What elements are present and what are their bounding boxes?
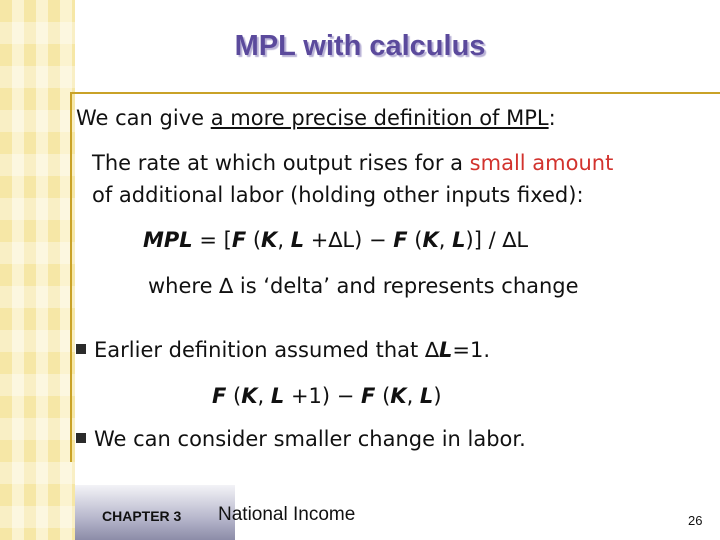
formula2-k1: K: [241, 384, 258, 408]
formula2-k2: K: [390, 384, 407, 408]
decorative-stripes-overlay: [0, 0, 75, 540]
formula2-f2: F: [361, 384, 376, 408]
definition-highlight: small amount: [469, 151, 614, 175]
definition-part1: The rate at which output rises for a: [92, 151, 470, 175]
formula-f1: F: [231, 228, 247, 252]
bullet-earlier-definition: [76, 338, 490, 362]
title-rule: [70, 92, 720, 94]
discrete-formula: F (K, L +1) − F (K, L): [212, 384, 442, 408]
formula2-l1: L: [270, 384, 285, 408]
formula2-f1: F: [212, 384, 227, 408]
formula-l2: L: [452, 228, 466, 252]
intro-suffix: :: [548, 106, 556, 130]
formula-tail: )] / ∆L: [465, 228, 529, 252]
left-rule: [70, 92, 72, 462]
bullet-icon: [76, 433, 86, 443]
formula-k2: K: [422, 228, 439, 252]
page-number: 26: [688, 513, 703, 528]
bullet1-suffix: =1.: [452, 338, 491, 362]
slide-title: MPL with calculus: [234, 30, 486, 62]
formula2-mid: +1) −: [284, 384, 362, 408]
intro-underlined: a more precise definition of MPL: [210, 106, 549, 130]
definition-line-1: [92, 151, 613, 175]
bullet-icon: [76, 344, 86, 354]
formula-mpl: MPL: [143, 228, 193, 252]
delta-explanation: where ∆ is ‘delta’ and represents change: [148, 274, 579, 298]
bullet1-var: L: [439, 338, 453, 362]
bullet-smaller-change: [76, 427, 526, 451]
formula-eq: = [: [192, 228, 232, 252]
footer-title: National Income: [218, 504, 356, 525]
intro-prefix: We can give: [76, 106, 211, 130]
formula-k1: K: [261, 228, 278, 252]
formula-plus-delta: +∆L) −: [304, 228, 394, 252]
formula-f2: F: [393, 228, 408, 252]
formula2-l2: L: [419, 384, 434, 408]
definition-line-2: of additional labor (holding other inputs fixed):: [92, 183, 584, 207]
intro-line: [76, 106, 556, 130]
mpl-formula: MPL = [F (K, L +∆L) − F (K, L)] / ∆L: [143, 228, 529, 252]
bullet1-prefix: Earlier definition assumed that ∆: [94, 338, 440, 362]
formula-l1: L: [290, 228, 305, 252]
footer-chapter: CHAPTER 3: [102, 508, 182, 524]
bullet2-text: We can consider smaller change in labor.: [94, 427, 526, 451]
